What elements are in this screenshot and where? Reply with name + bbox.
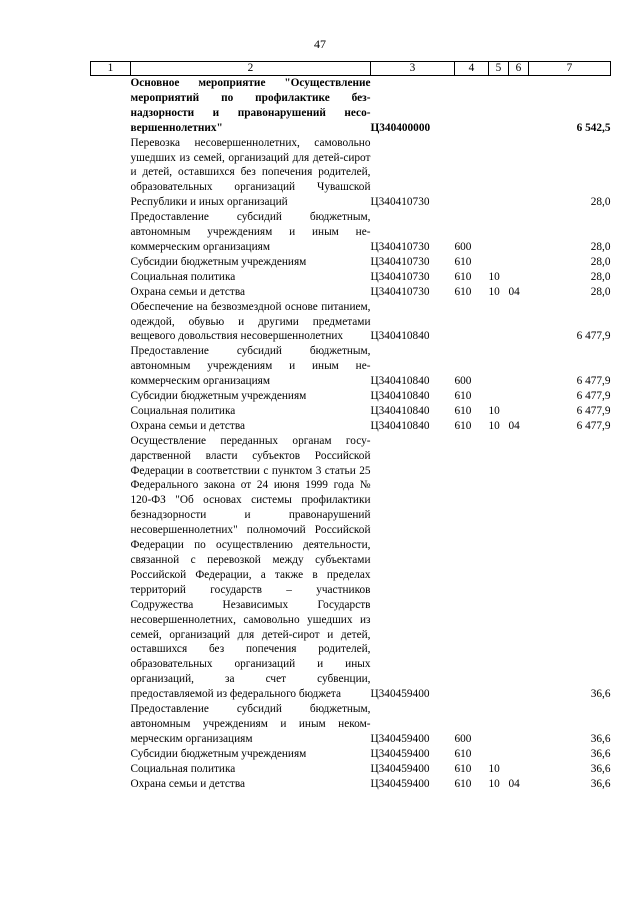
subsection-code	[509, 747, 529, 762]
section-code	[489, 255, 509, 270]
expense-type-code	[455, 76, 489, 136]
expense-type-code: 610	[454, 419, 472, 432]
item-name: Социальная политика	[130, 762, 236, 775]
amount: 6 477,9	[576, 390, 611, 403]
row-number-cell	[91, 300, 131, 345]
section-code: 10	[488, 285, 500, 298]
subsection-code: 04	[508, 777, 520, 790]
row-number-cell	[91, 270, 131, 285]
amount: 36,6	[590, 777, 611, 790]
amount: 36,6	[590, 762, 611, 775]
table-row	[91, 344, 611, 389]
expense-type-code	[455, 434, 489, 702]
amount: 36,6	[590, 732, 611, 745]
table-row	[91, 702, 611, 747]
item-name: Охрана семьи и детства	[130, 777, 246, 790]
subsection-code	[509, 434, 529, 702]
item-name: Основное мероприятие "Осуществление мероприятий по профилактике безнадзорности и правонарушений несовершеннолетних"	[130, 77, 371, 134]
target-code: Ц340459400	[370, 747, 430, 760]
table-row	[91, 434, 611, 702]
item-name: Обеспечение на безвозмездной основе питанием, одеждой, обувью и другими предметами вещевого довольствия несовершеннолетних	[130, 300, 371, 343]
table-row	[91, 762, 611, 777]
amount: 28,0	[590, 255, 611, 268]
expense-type-code: 600	[454, 375, 472, 388]
target-code: Ц340410840	[370, 375, 430, 388]
section-code	[489, 210, 509, 255]
subsection-code	[509, 344, 529, 389]
amount: 28,0	[590, 285, 611, 298]
subsection-code	[509, 702, 529, 747]
item-name: Социальная политика	[130, 404, 236, 417]
subsection-code	[509, 136, 529, 211]
item-name: Осуществление переданных органам государственной власти субъектов Российской Федерации в соответствии с пунктом 3 статьи 25 Федерального закона от 24 июня 1999 года № 120-ФЗ "Об основах системы профилактики безнадзорности и правонарушений несовершеннолетних" полномочий Российской Федерации по осуществлению деятельности, связанной с перевозкой между субъектами Российской Федерации, а также в пределах территорий государств – участников Содружества Независимых Государств несовершеннолетних, самовольно ушедших из семей, организаций для детей-сирот и детей, оставшихся без попечения родителей, образовательных организаций и иных организаций, за счет субвенции, предоставляемой из федерального бюджета	[130, 434, 371, 701]
row-number-cell	[91, 747, 131, 762]
section-code: 10	[488, 762, 500, 775]
amount: 6 477,9	[576, 419, 611, 432]
expense-type-code: 600	[454, 732, 472, 745]
header-row	[91, 62, 611, 76]
column-header: 7	[529, 62, 611, 76]
target-code: Ц340410840	[370, 390, 430, 403]
amount: 6 477,9	[576, 330, 611, 343]
row-number-cell	[91, 136, 131, 211]
expense-type-code	[455, 136, 489, 211]
table-row	[91, 777, 611, 792]
subsection-code	[509, 76, 529, 136]
expense-type-code: 610	[454, 747, 472, 760]
row-number-cell	[91, 419, 131, 434]
column-header: 4	[455, 62, 489, 76]
section-code	[489, 747, 509, 762]
row-number-cell	[91, 762, 131, 777]
budget-table	[90, 61, 611, 792]
row-number-cell	[91, 404, 131, 419]
expense-type-code: 610	[454, 390, 472, 403]
expense-type-code: 610	[454, 762, 472, 775]
table-row	[91, 419, 611, 434]
item-name: Субсидии бюджетным учреждениям	[130, 747, 307, 760]
target-code: Ц340459400	[370, 688, 430, 701]
target-code: Ц340410840	[370, 419, 430, 432]
subsection-code	[509, 389, 529, 404]
table-row	[91, 747, 611, 762]
section-code	[489, 702, 509, 747]
item-name: Охрана семьи и детства	[130, 285, 246, 298]
expense-type-code: 610	[454, 270, 472, 283]
subsection-code	[509, 255, 529, 270]
target-code: Ц340410840	[370, 330, 430, 343]
subsection-code: 04	[508, 285, 520, 298]
row-number-cell	[91, 434, 131, 702]
target-code: Ц340410730	[370, 255, 430, 268]
subsection-code	[509, 270, 529, 285]
amount: 36,6	[590, 688, 611, 701]
section-code	[489, 344, 509, 389]
table-row	[91, 270, 611, 285]
target-code: Ц340459400	[370, 732, 430, 745]
table-row	[91, 255, 611, 270]
row-number-cell	[91, 777, 131, 792]
column-header: 1	[91, 62, 131, 76]
subsection-code	[509, 300, 529, 345]
table-row	[91, 136, 611, 211]
column-header: 5	[489, 62, 509, 76]
table-row	[91, 404, 611, 419]
section-code: 10	[488, 270, 500, 283]
section-code	[489, 389, 509, 404]
target-code: Ц340459400	[370, 762, 430, 775]
target-code: Ц340410730	[370, 196, 430, 209]
section-code: 10	[488, 777, 500, 790]
amount: 36,6	[590, 747, 611, 760]
table-row	[91, 300, 611, 345]
amount: 28,0	[590, 196, 611, 209]
column-header: 6	[509, 62, 529, 76]
item-name: Охрана семьи и детства	[130, 419, 246, 432]
target-code: Ц340410730	[370, 240, 430, 253]
amount: 28,0	[590, 270, 611, 283]
expense-type-code	[455, 300, 489, 345]
section-code	[489, 434, 509, 702]
item-name: Субсидии бюджетным учреждениям	[130, 390, 307, 403]
subsection-code	[509, 210, 529, 255]
target-code: Ц340400000	[370, 121, 431, 134]
item-name: Перевозка несовершеннолетних, самовольно ушедших из семей, организаций для детей-сирот и детей, оставшихся без попечения родителей, образовательных организаций Чувашской Республики и иных организаций	[130, 136, 371, 209]
section-code: 10	[488, 419, 500, 432]
row-number-cell	[91, 210, 131, 255]
expense-type-code: 610	[454, 285, 472, 298]
row-number-cell	[91, 76, 131, 136]
section-code: 10	[488, 404, 500, 417]
target-code: Ц340410730	[370, 270, 430, 283]
subsection-code	[509, 762, 529, 777]
table-row	[91, 76, 611, 136]
expense-type-code: 600	[454, 240, 472, 253]
table-row	[91, 210, 611, 255]
expense-type-code: 610	[454, 777, 472, 790]
row-number-cell	[91, 344, 131, 389]
target-code: Ц340459400	[370, 777, 430, 790]
amount: 6 477,9	[576, 404, 611, 417]
page-number: 47	[314, 37, 326, 51]
item-name: Предоставление субсидий бюджетным, автономным учреждениям и иным некоммерческим организациям	[130, 211, 371, 253]
item-name: Субсидии бюджетным учреждениям	[130, 255, 307, 268]
row-number-cell	[91, 255, 131, 270]
table-row	[91, 285, 611, 300]
column-header: 2	[131, 62, 371, 76]
amount: 6 542,5	[576, 121, 611, 134]
subsection-code: 04	[508, 419, 520, 432]
item-name: Предоставление субсидий бюджетным, автономным учреждениям и иным некоммерческим организациям	[130, 345, 371, 388]
row-number-cell	[91, 702, 131, 747]
subsection-code	[509, 404, 529, 419]
row-number-cell	[91, 389, 131, 404]
target-code: Ц340410840	[370, 404, 430, 417]
table-row	[91, 389, 611, 404]
section-code	[489, 136, 509, 211]
expense-type-code: 610	[454, 255, 472, 268]
section-code	[489, 300, 509, 345]
expense-type-code: 610	[454, 404, 472, 417]
target-code: Ц340410730	[370, 285, 430, 298]
section-code	[489, 76, 509, 136]
row-number-cell	[91, 285, 131, 300]
column-header: 3	[371, 62, 455, 76]
amount: 6 477,9	[576, 375, 611, 388]
item-name: Предоставление субсидий бюджетным, автономным учреждениям и иным некоммерческим организациям	[130, 703, 371, 745]
item-name: Социальная политика	[130, 270, 236, 283]
amount: 28,0	[590, 240, 611, 253]
